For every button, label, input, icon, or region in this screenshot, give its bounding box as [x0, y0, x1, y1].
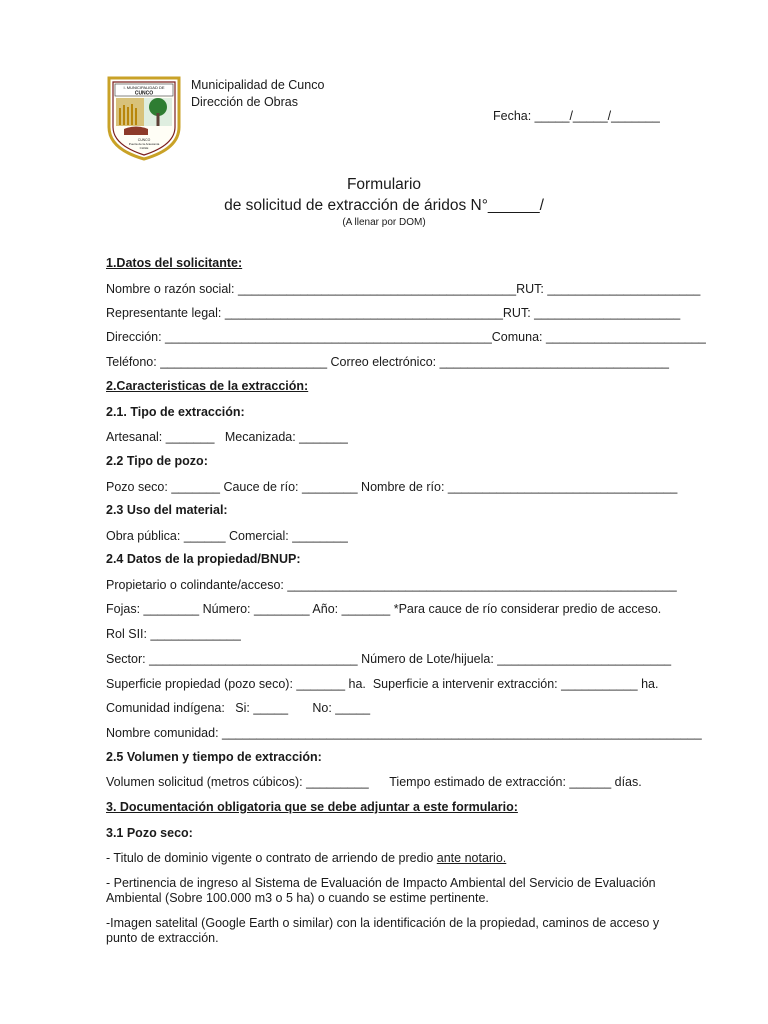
requirement-title-deed [106, 851, 506, 866]
section-1-heading: 1.Datos del solicitante: [106, 256, 243, 270]
form-subtitle: de solicitud de extracción de áridos N°______/ [224, 197, 544, 214]
logo-motto-3: CHILE [139, 146, 149, 150]
community-name-field[interactable]: Nombre comunidad: _____________________________________________________________________ [106, 726, 702, 740]
applicant-name-field[interactable]: Nombre o razón social: ________________________________________RUT: ______________________ [106, 282, 701, 296]
requirement-environmental-1: - Pertinencia de ingreso al Sistema de Evaluación de Impacto Ambiental del Servicio de Evaluación [106, 876, 656, 890]
sector-field[interactable]: Sector: ______________________________ Número de Lote/hijuela: _________________________ [106, 652, 672, 666]
section-2-3-heading: 2.3 Uso del material: [106, 503, 228, 517]
fojas-field[interactable]: Fojas: ________ Número: ________ Año: _______ *Para cauce de río considerar predio de acceso. [106, 602, 662, 616]
form-title: Formulario [346, 176, 422, 193]
date-field[interactable]: Fecha: _____/_____/_______ [493, 109, 660, 123]
section-2-4-heading: 2.4 Datos de la propiedad/BNUP: [106, 552, 301, 566]
volume-time-field[interactable]: Volumen solicitud (metros cúbicos): _________ Tiempo estimado de extracción: ______ días. [106, 775, 642, 789]
material-use-field[interactable]: Obra pública: ______ Comercial: ________ [106, 529, 348, 543]
section-3-1-heading: 3.1 Pozo seco: [106, 826, 193, 840]
logo-motto-2: Puerta de la Araucanía [128, 142, 160, 146]
owner-field[interactable]: Propietario o colindante/acceso: ________________________________________________________ [106, 578, 677, 592]
section-2-heading: 2.Caracteristicas de la extracción: [106, 379, 309, 393]
rol-sii-field[interactable]: Rol SII: _____________ [106, 627, 241, 641]
address-field[interactable]: Dirección: _______________________________________________Comuna: _______________________ [106, 330, 706, 344]
indigenous-community-field[interactable]: Comunidad indígena: Si: _____ No: _____ [106, 701, 371, 715]
legal-representative-field[interactable]: Representante legal: ________________________________________RUT: _____________________ [106, 306, 681, 320]
logo-banner-name: CUNCO [134, 90, 154, 97]
form-note: (A llenar por DOM) [342, 217, 426, 228]
requirement-satellite-1: -Imagen satelital (Google Earth o similar) con la identificación de la propiedad, caminos de acceso y [106, 916, 660, 930]
org-department: Dirección de Obras [191, 94, 298, 109]
org-name: Municipalidad de Cunco [191, 78, 325, 92]
extraction-type-field[interactable]: Artesanal: _______ Mecanizada: _______ [106, 430, 348, 444]
surface-field[interactable]: Superficie propiedad (pozo seco): _______ ha. Superficie a intervenir extracción: ___________ ha. [106, 677, 659, 691]
well-type-field[interactable]: Pozo seco: _______ Cauce de río: ________ Nombre de río: _________________________________ [106, 480, 678, 494]
requirement-satellite-2: punto de extracción. [106, 931, 219, 945]
requirement-environmental-2: Ambiental (Sobre 100.000 m3 o 5 ha) o cuando se estime pertinente. [106, 891, 489, 905]
section-2-1-heading: 2.1. Tipo de extracción: [106, 405, 245, 419]
requirement-title-deed-text: - Titulo de dominio vigente o contrato de arriendo de predio [106, 851, 437, 865]
phone-email-field[interactable]: Teléfono: ________________________ Correo electrónico: _________________________________ [106, 355, 670, 369]
logo-banner-top: I. MUNICIPALIDAD DE [123, 85, 165, 91]
municipal-shield-logo [106, 75, 182, 161]
section-3-heading: 3. Documentación obligatoria que se debe adjuntar a este formulario: [106, 800, 518, 814]
organization-header [191, 77, 324, 110]
notary-note: ante notario. [436, 851, 507, 865]
section-2-2-heading: 2.2 Tipo de pozo: [106, 454, 208, 468]
logo-motto-1: CUNCO [137, 138, 151, 142]
section-2-5-heading: 2.5 Volumen y tiempo de extracción: [106, 750, 322, 764]
